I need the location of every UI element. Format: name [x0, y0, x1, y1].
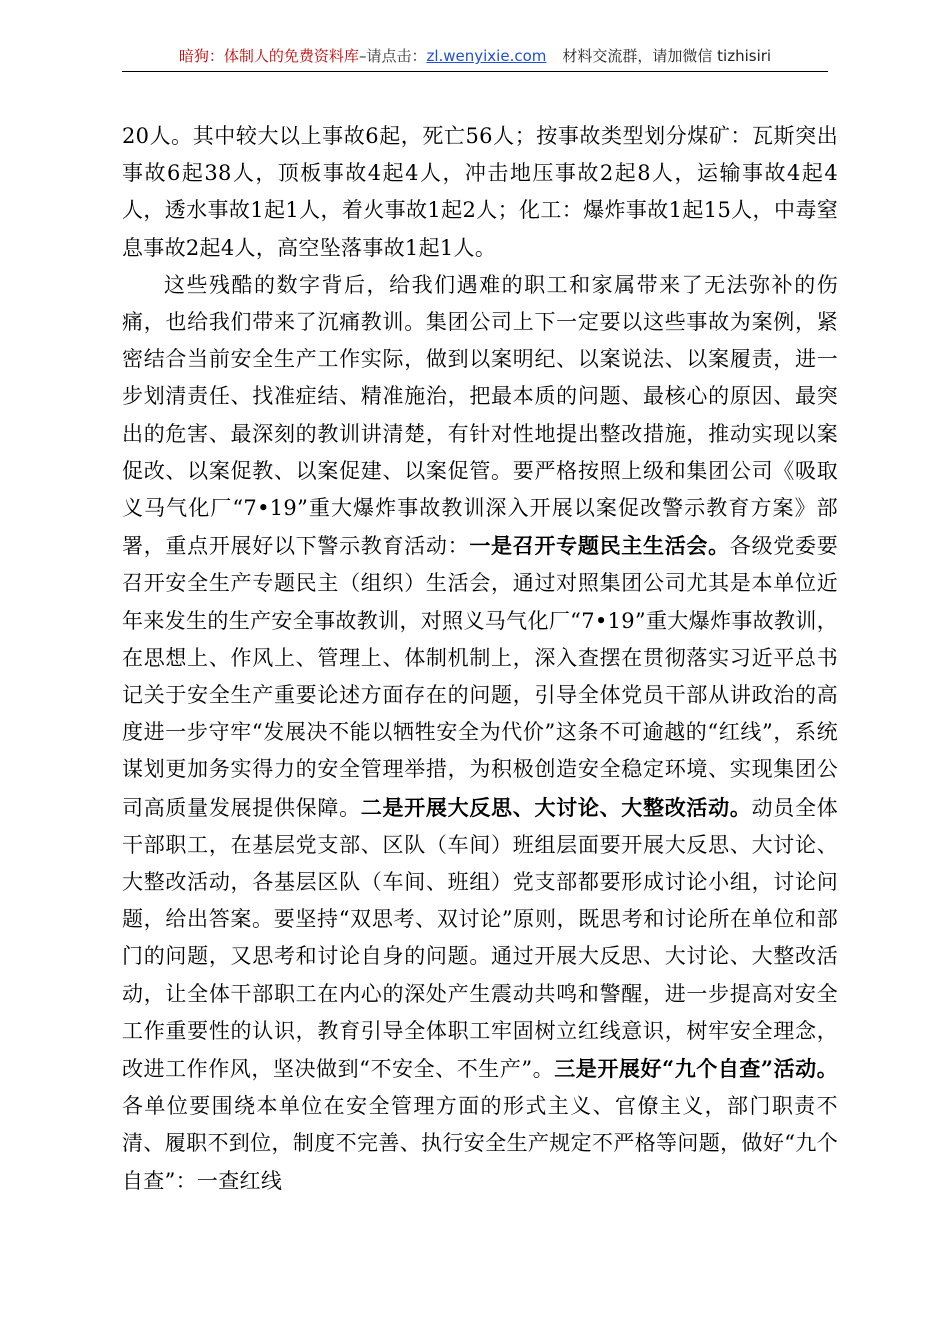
activity-heading-3: 三是开展好“九个自查”活动。: [554, 1056, 838, 1082]
document-body: [122, 118, 838, 1200]
activity-text-2: 动员全体干部职工，在基层党支部、区队（车间）班组层面要开展大反思、大讨论、大整改活动，各基层区队（车间、班组）党支部都要形成讨论小组，讨论问题，给出答案。要坚持“双思考、双讨论”原则，既思考和讨论所在单位和部门的问题，又思考和讨论自身的问题。通过开展大反思、大讨论、大整改活动，让全体干部职工在内心的深处产生震动共鸣和警醒，进一步提高对安全工作重要性的认识，教育引导全体职工牢固树立红线意识，树牢安全理念，改进工作作风，坚决做到“不安全、不生产”。: [122, 795, 838, 1082]
page-header: [0, 44, 950, 68]
header-site-name: 暗狗：体制人的免费资料库: [178, 47, 359, 65]
activity-text-3: 各单位要围绕本单位在安全管理方面的形式主义、官僚主义，部门职责不清、履职不到位，制度不完善、执行安全生产规定不严格等问题，做好“九个自查”：一查红线: [122, 1094, 838, 1193]
activity-heading-2: 二是开展大反思、大讨论、大整改活动。: [360, 794, 752, 820]
header-url-link[interactable]: zl.wenyixie.com: [426, 47, 547, 65]
header-wechat-note: 材料交流群，请加微信 tizhisiri: [562, 47, 772, 65]
paragraph-warning-education: [122, 267, 838, 1200]
paragraph-accident-stats: 20人。其中较大以上事故6起，死亡56人；按事故类型划分煤矿：瓦斯突出事故6起38人，顶板事故4起4人，冲击地压事故2起8人，运输事故4起4人，透水事故1起1人，着火事故1起2人；化工：爆炸事故1起15人，中毒窒息事故2起4人，高空坠落事故1起1人。: [122, 124, 838, 260]
header-click-prompt: –请点击：: [358, 47, 427, 65]
activity-text-1: 各级党委要召开安全生产专题民主（组织）生活会，通过对照集团公司尤其是本单位近年来发生的生产安全事故教训，对照义马气化厂“7•19”重大爆炸事故教训，在思想上、作风上、管理上、体制机制上，深入查摆在贯彻落实习近平总书记关于安全生产重要论述方面存在的问题，引导全体党员干部从讲政治的高度进一步守牢“发展决不能以牺牲安全为代价”这条不可逾越的“红线”，系统谋划更加务实得力的安全管理举措，为积极创造安全稳定环境、实现集团公司高质量发展提供保障。: [122, 534, 838, 820]
paragraph-intro-text: 这些残酷的数字背后，给我们遇难的职工和家属带来了无法弥补的伤痛，也给我们带来了沉痛教训。集团公司上下一定要以这些事故为案例，紧密结合当前安全生产工作实际，做到以案明纪、以案说法、以案履责，进一步划清责任、找准症结、精准施治，把最本质的问题、最核心的原因、最突出的危害、最深刻的教训讲清楚，有针对性地提出整改措施，推动实现以案促改、以案促教、以案促建、以案促管。要严格按照上级和集团公司《吸取义马气化厂“7•19”重大爆炸事故教训深入开展以案促改警示教育方案》部署，重点开展好以下警示教育活动：: [122, 272, 838, 559]
activity-heading-1: 一是召开专题民主生活会。: [469, 533, 730, 559]
header-divider: [122, 71, 828, 72]
